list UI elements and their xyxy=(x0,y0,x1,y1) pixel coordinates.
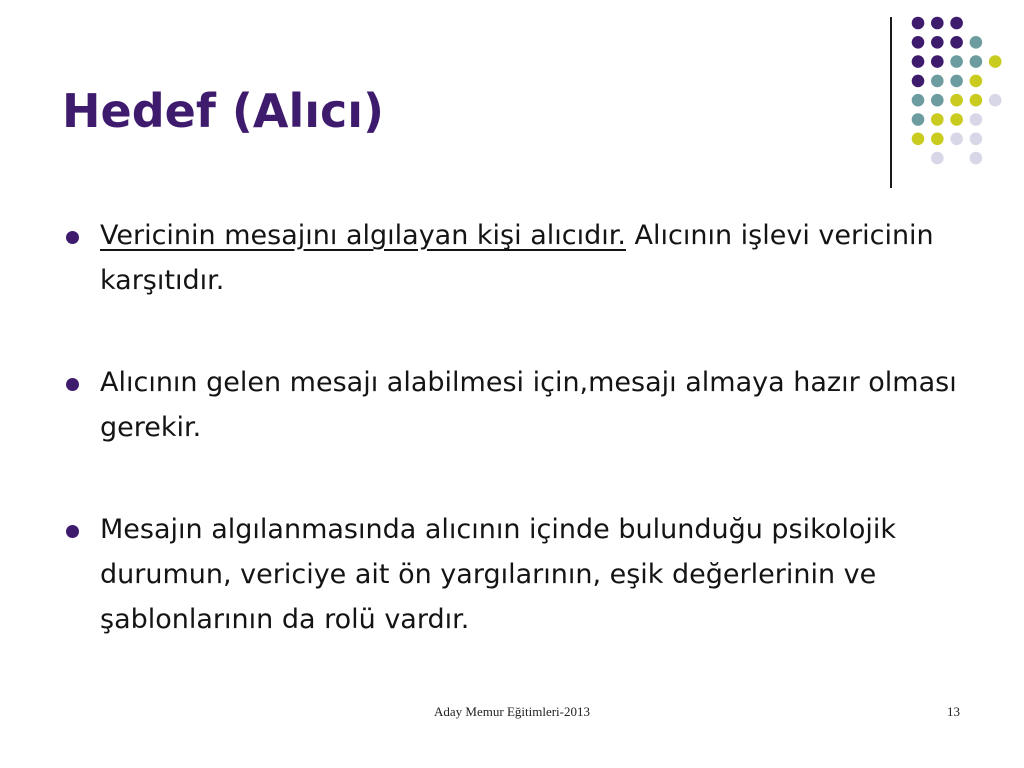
decorative-dot xyxy=(931,152,944,165)
decorative-dot xyxy=(912,113,925,126)
decorative-dot xyxy=(950,36,963,49)
decorative-dot xyxy=(912,75,925,88)
bullet-icon xyxy=(66,378,79,391)
decorative-dot xyxy=(931,113,944,126)
decorative-dot xyxy=(912,17,925,30)
decorative-dot xyxy=(912,133,925,146)
decorative-dot xyxy=(912,94,925,107)
decorative-dot xyxy=(950,55,963,68)
bullet-icon xyxy=(66,525,79,538)
decorative-dot xyxy=(912,36,925,49)
decorative-dot xyxy=(950,113,963,126)
decorative-dot xyxy=(970,133,983,146)
decorative-dot xyxy=(931,55,944,68)
decorative-dot xyxy=(970,75,983,88)
decorative-dot xyxy=(950,75,963,88)
bullet-list xyxy=(62,213,962,699)
page-number: 13 xyxy=(947,704,960,719)
decorative-dot xyxy=(931,17,944,30)
decorative-dot xyxy=(970,36,983,49)
decorative-dot xyxy=(970,94,983,107)
footer-text: Aday Memur Eğitimleri-2013 xyxy=(434,704,590,719)
slide-title: Hedef (Alıcı) xyxy=(62,84,385,138)
bullet-underlined-text: Vericinin mesajını algılayan kişi alıcıdır. xyxy=(100,220,626,251)
bullet-text: Alıcının işlevi vericinin karşıtıdır. xyxy=(100,220,934,296)
decorative-dot xyxy=(970,55,983,68)
decorative-dot xyxy=(931,36,944,49)
decorative-dot xyxy=(950,94,963,107)
bullet-item xyxy=(62,507,962,642)
decorative-dot xyxy=(970,113,983,126)
decorative-dot xyxy=(989,94,1002,107)
decorative-dot xyxy=(931,133,944,146)
bullet-icon xyxy=(66,231,79,244)
decorative-dot xyxy=(950,17,963,30)
decorative-dot xyxy=(931,94,944,107)
decorative-dot xyxy=(950,133,963,146)
bullet-item xyxy=(62,213,962,303)
decorative-dot xyxy=(989,55,1002,68)
decorative-dot xyxy=(931,75,944,88)
bullet-text: Mesajın algılanmasında alıcının içinde bulunduğu psikolojik durumun, vericiye ait ön yargılarının, eşik değerlerinin ve şablonlarının da rolü vardır. xyxy=(100,514,896,635)
decorative-dot xyxy=(912,55,925,68)
decorative-dot xyxy=(970,152,983,165)
bullet-text: Alıcının gelen mesajı alabilmesi için,mesajı almaya hazır olması gerekir. xyxy=(100,367,957,443)
bullet-item xyxy=(62,360,962,450)
